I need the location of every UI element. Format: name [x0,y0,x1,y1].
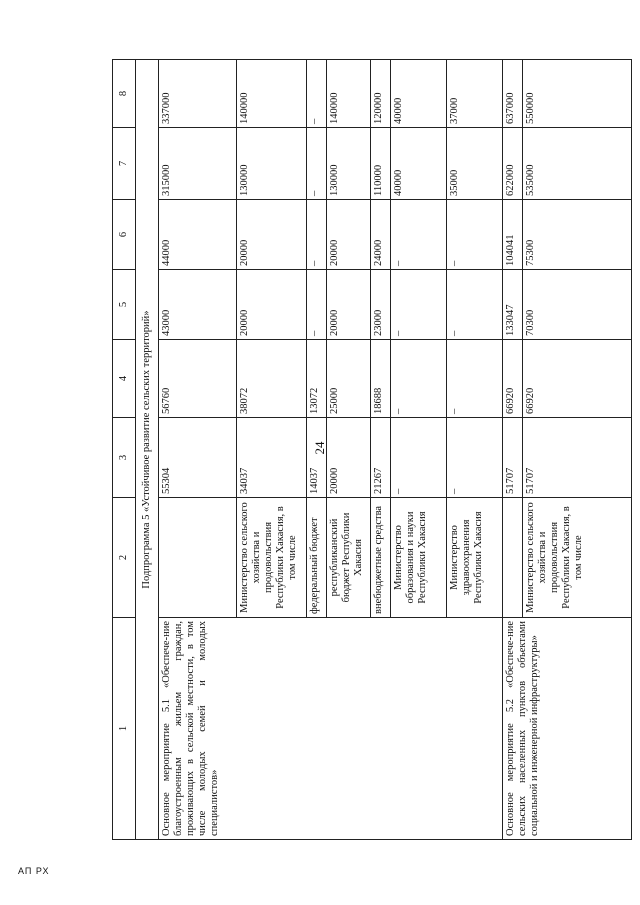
column-header: 1 [113,618,136,840]
value-cell: – [307,200,327,270]
value-cell: – [307,270,327,340]
value-cell: 66920 [523,340,632,418]
subprogram-row [136,60,159,840]
page-number: 24 [312,441,327,455]
budget-table [112,59,632,840]
table-row [503,60,523,840]
value-cell: 25000 [327,340,371,418]
column-header: 5 [113,270,136,340]
value-cell: 23000 [371,270,391,340]
source-cell: федеральный бюджет [307,498,327,618]
value-cell: – [391,270,447,340]
value-cell: – [447,418,503,498]
value-cell: – [447,340,503,418]
table-row [159,60,237,840]
value-cell: 140000 [327,60,371,128]
activity-cell: Основное мероприятие 5.1 «Обеспече-ние благоустроенным жильем граждан, проживающих в сельской местности, в том числе молодых семей и молодых специалистов» [159,618,503,840]
value-cell: 622000 [503,128,523,200]
value-cell: 35000 [447,128,503,200]
value-cell: 130000 [327,128,371,200]
source-cell [503,498,523,618]
value-cell: 110000 [371,128,391,200]
source-cell: Министерство здравоохранения Республики Хакасия [447,498,503,618]
value-cell: 13072 [307,340,327,418]
value-cell: 21267 [371,418,391,498]
value-cell: 120000 [371,60,391,128]
value-cell: 20000 [327,200,371,270]
footer-mark: АП РХ [18,866,50,876]
column-header: 3 [113,418,136,498]
value-cell: – [447,200,503,270]
value-cell: 38072 [237,340,307,418]
value-cell: 18688 [371,340,391,418]
activity-cell: Основное мероприятие 5.2 «Обеспече-ние сельских населенных пунктов объектами социальной и инженерной инфраструктуры» [503,618,632,840]
value-cell: – [391,340,447,418]
value-cell: 20000 [237,200,307,270]
source-cell [159,498,237,618]
header-row [113,60,136,840]
value-cell: 20000 [327,418,371,498]
subprogram-title: Подпрограмма 5 «Устойчивое развитие сельских территорий» [136,60,159,840]
value-cell: – [391,200,447,270]
value-cell: 40000 [391,128,447,200]
value-cell: 550000 [523,60,632,128]
value-cell: 130000 [237,128,307,200]
value-cell: 24000 [371,200,391,270]
rotated-table-container [112,60,632,840]
value-cell: 34037 [237,418,307,498]
source-cell: внебюджетные средства [371,498,391,618]
value-cell: 133047 [503,270,523,340]
value-cell: 51707 [503,418,523,498]
column-header: 7 [113,128,136,200]
source-cell: Министерство сельского хозяйства и продовольствия Республики Хакасия, в том числе [523,498,632,618]
column-header: 2 [113,498,136,618]
value-cell: 56760 [159,340,237,418]
value-cell: 140000 [237,60,307,128]
column-header: 4 [113,340,136,418]
source-cell: республиканский бюджет Республики Хакасия [327,498,371,618]
value-cell: 637000 [503,60,523,128]
value-cell: 70300 [523,270,632,340]
column-header: 6 [113,200,136,270]
value-cell: 20000 [327,270,371,340]
value-cell: – [391,418,447,498]
value-cell: 44000 [159,200,237,270]
value-cell: 43000 [159,270,237,340]
value-cell: 20000 [237,270,307,340]
value-cell: – [447,270,503,340]
value-cell: 14037 [307,418,327,498]
value-cell: 535000 [523,128,632,200]
value-cell: – [307,60,327,128]
value-cell: 55304 [159,418,237,498]
value-cell: 315000 [159,128,237,200]
value-cell: 40000 [391,60,447,128]
value-cell: 51707 [523,418,632,498]
source-cell: Министерство образования и науки Республики Хакасия [391,498,447,618]
value-cell: 75300 [523,200,632,270]
source-cell: Министерство сельского хозяйства и продовольствия Республики Хакасия, в том числе [237,498,307,618]
value-cell: 66920 [503,340,523,418]
value-cell: 104041 [503,200,523,270]
value-cell: 37000 [447,60,503,128]
value-cell: – [307,128,327,200]
value-cell: 337000 [159,60,237,128]
column-header: 8 [113,60,136,128]
